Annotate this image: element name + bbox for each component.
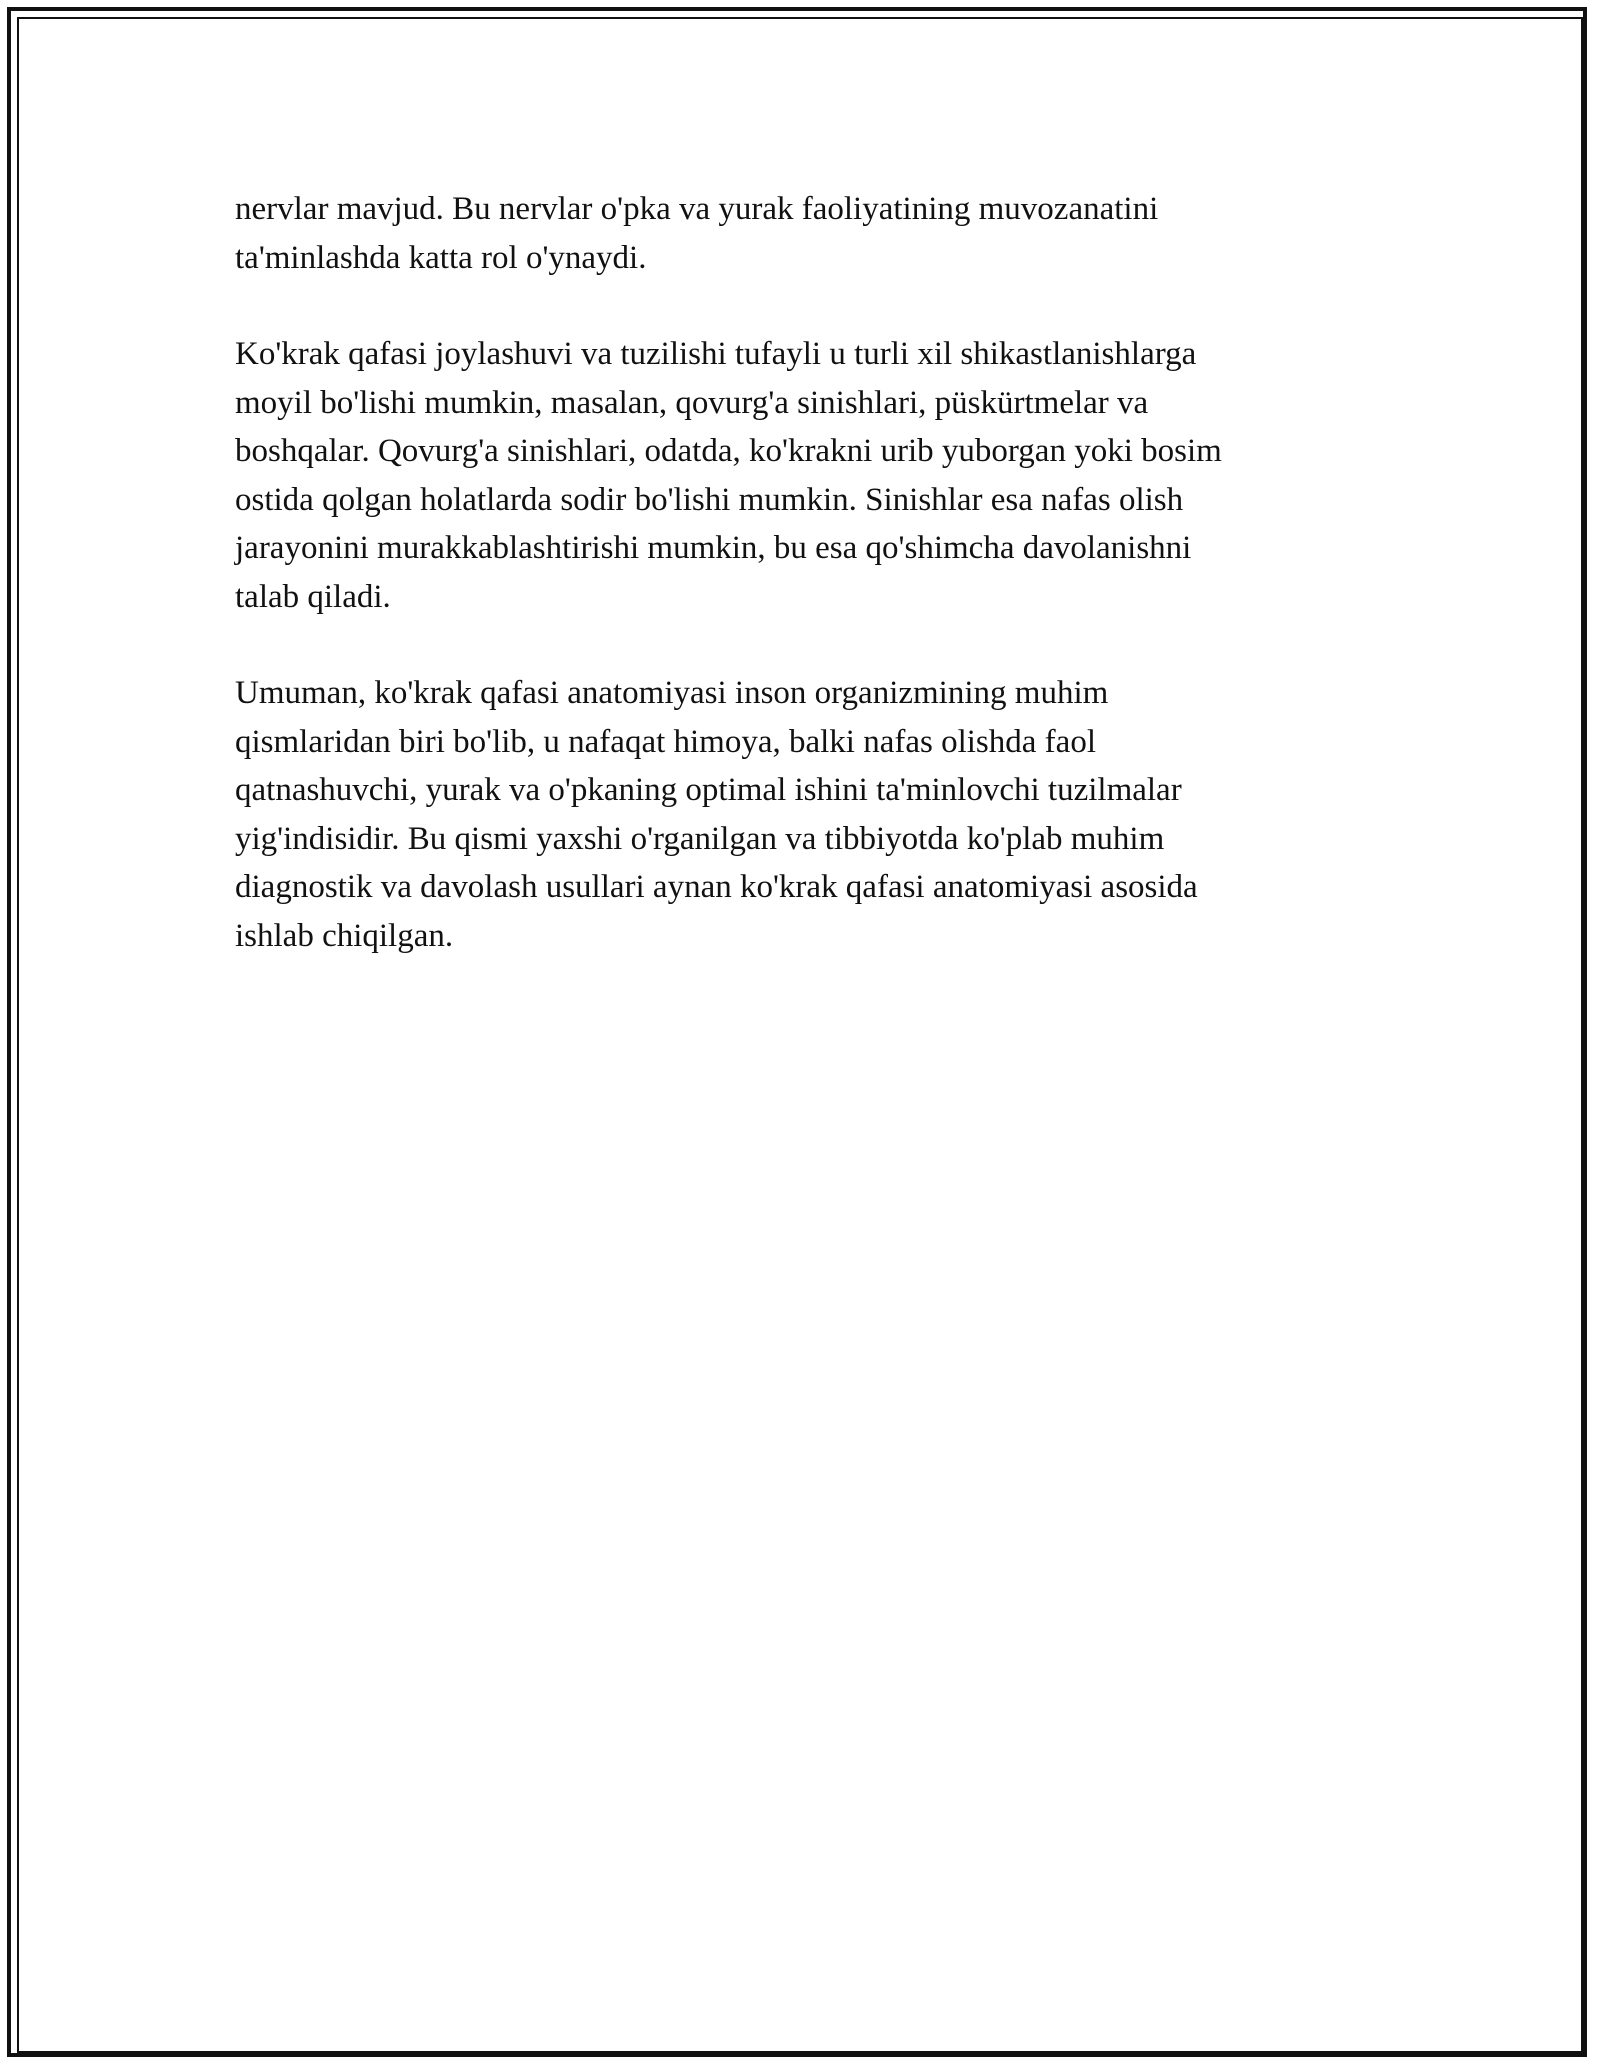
text-line: ishlab chiqilgan. — [235, 917, 454, 954]
text-line: qatnashuvchi, yurak va o'pkaning optimal ishini ta'minlovchi tuzilmalar — [235, 772, 1182, 808]
paragraph-3 — [235, 669, 1355, 960]
text-line: diagnostik va davolash usullari aynan ko'krak qafasi anatomiyasi asosida — [235, 869, 1198, 905]
text-line: moyil bo'lishi mumkin, masalan, qovurg'a sinishlari, püskürtmelar va — [235, 384, 1149, 421]
text-line: jarayonini murakkablashtirishi mumkin, bu esa qo'shimcha davolanishni — [235, 530, 1192, 566]
text-line: ostida qolgan holatlarda sodir bo'lishi mumkin. Sinishlar esa nafas olish — [235, 481, 1184, 518]
text-line: Ko'krak qafasi joylashuvi va tuzilishi tufayli u turli xil shikastlanishlarga — [235, 336, 1197, 372]
paragraph-2 — [235, 330, 1355, 621]
paragraph-1 — [235, 185, 1355, 282]
text-line: yig'indisidir. Bu qismi yaxshi o'rganilgan va tibbiyotda ko'plab muhim — [235, 820, 1165, 857]
text-line: ta'minlashda katta rol o'ynaydi. — [235, 239, 647, 276]
text-line: nervlar mavjud. Bu nervlar o'pka va yurak faoliyatining muvozanatini — [235, 191, 1159, 227]
text-line: Umuman, ko'krak qafasi anatomiyasi inson organizmining muhim — [235, 675, 1109, 711]
text-line: talab qiladi. — [235, 578, 391, 615]
text-line: boshqalar. Qovurg'a sinishlari, odatda, ko'krakni urib yuborgan yoki bosim — [235, 433, 1222, 469]
page-content — [235, 185, 1355, 1008]
text-line: qismlaridan biri bo'lib, u nafaqat himoya, balki nafas olishda faol — [235, 723, 1096, 760]
